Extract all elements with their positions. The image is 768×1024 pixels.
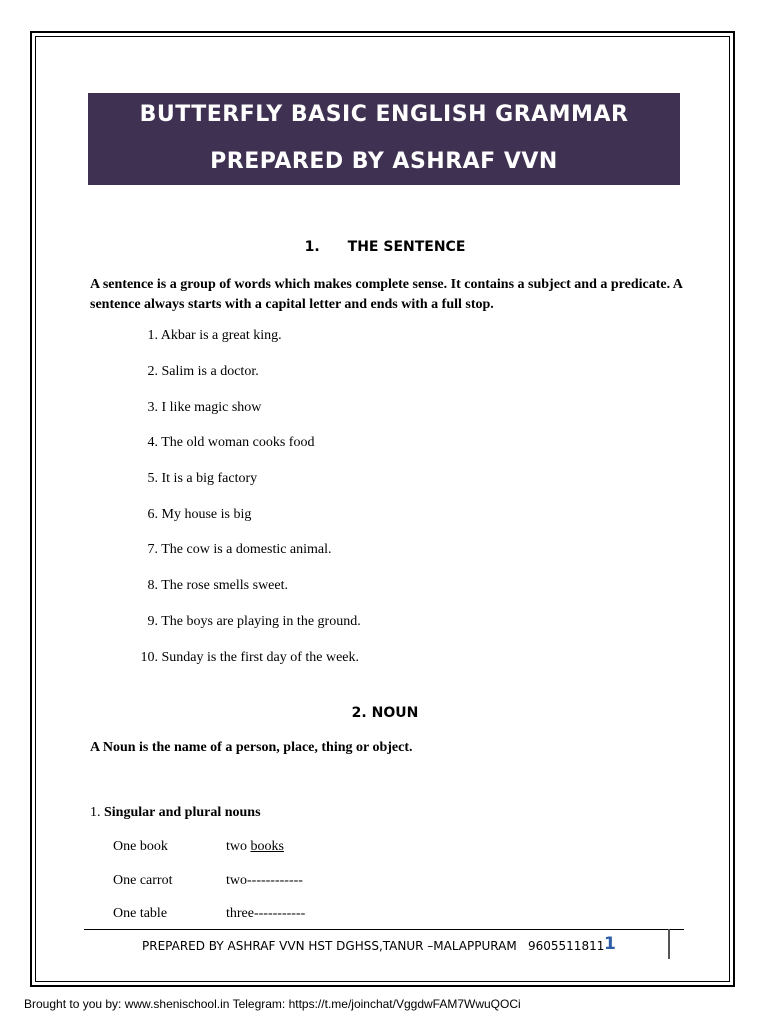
page-footer: [142, 934, 616, 954]
list-item: 1. Akbar is a great king.: [147, 328, 282, 343]
footer-divider: [84, 929, 684, 930]
list-item: 6. My house is big: [147, 507, 252, 522]
plural-noun: two books: [226, 839, 284, 854]
title-banner: [88, 93, 680, 185]
list-item: 3. I like magic show: [147, 400, 262, 415]
footer-vertical-bar: [668, 929, 670, 959]
section-2-heading: 2. NOUN: [351, 705, 419, 721]
source-note: Brought to you by: www.shenischool.in Telegram: https://t.me/joinchat/VggdwFAM7WwuQOCi: [24, 997, 521, 1011]
noun-definition: A Noun is the name of a person, place, thing or object.: [90, 740, 413, 755]
list-item: 7. The cow is a domestic animal.: [147, 542, 332, 557]
list-item: 8. The rose smells sweet.: [147, 578, 288, 593]
plural-blank: three-----------: [226, 906, 306, 921]
singular-noun: One book: [113, 839, 168, 854]
plural-answer: books: [250, 839, 284, 854]
singular-noun: One carrot: [113, 873, 173, 888]
footer-text: PREPARED BY ASHRAF VVN HST DGHSS,TANUR –MALAPPURAM: [142, 939, 517, 953]
list-item: 9. The boys are playing in the ground.: [147, 614, 361, 629]
singular-noun: One table: [113, 906, 168, 921]
list-item: 4. The old woman cooks food: [147, 435, 315, 450]
list-item: 5. It is a big factory: [147, 471, 258, 486]
plural-blank: two------------: [226, 873, 303, 888]
list-item: 10. Sunday is the first day of the week.: [140, 650, 360, 665]
footer-phone: 9605511811: [528, 939, 605, 953]
page-number: 1: [604, 934, 616, 954]
title-line-1: BUTTERFLY BASIC ENGLISH GRAMMAR: [139, 102, 629, 127]
subsection-number: 1.: [90, 805, 101, 820]
list-item: 2. Salim is a doctor.: [147, 364, 259, 379]
section-1-number: 1.: [304, 239, 320, 255]
section-1-heading: [260, 239, 510, 255]
sentence-definition: A sentence is a group of words which makes complete sense. It contains a subject and a predicate. A sentence always starts with a capital letter and ends with a full stop.: [90, 277, 683, 312]
title-line-2: PREPARED BY ASHRAF VVN: [210, 149, 558, 174]
subsection-title: Singular and plural nouns: [104, 805, 261, 820]
section-1-title: THE SENTENCE: [347, 239, 466, 255]
subsection-heading: [90, 805, 261, 821]
